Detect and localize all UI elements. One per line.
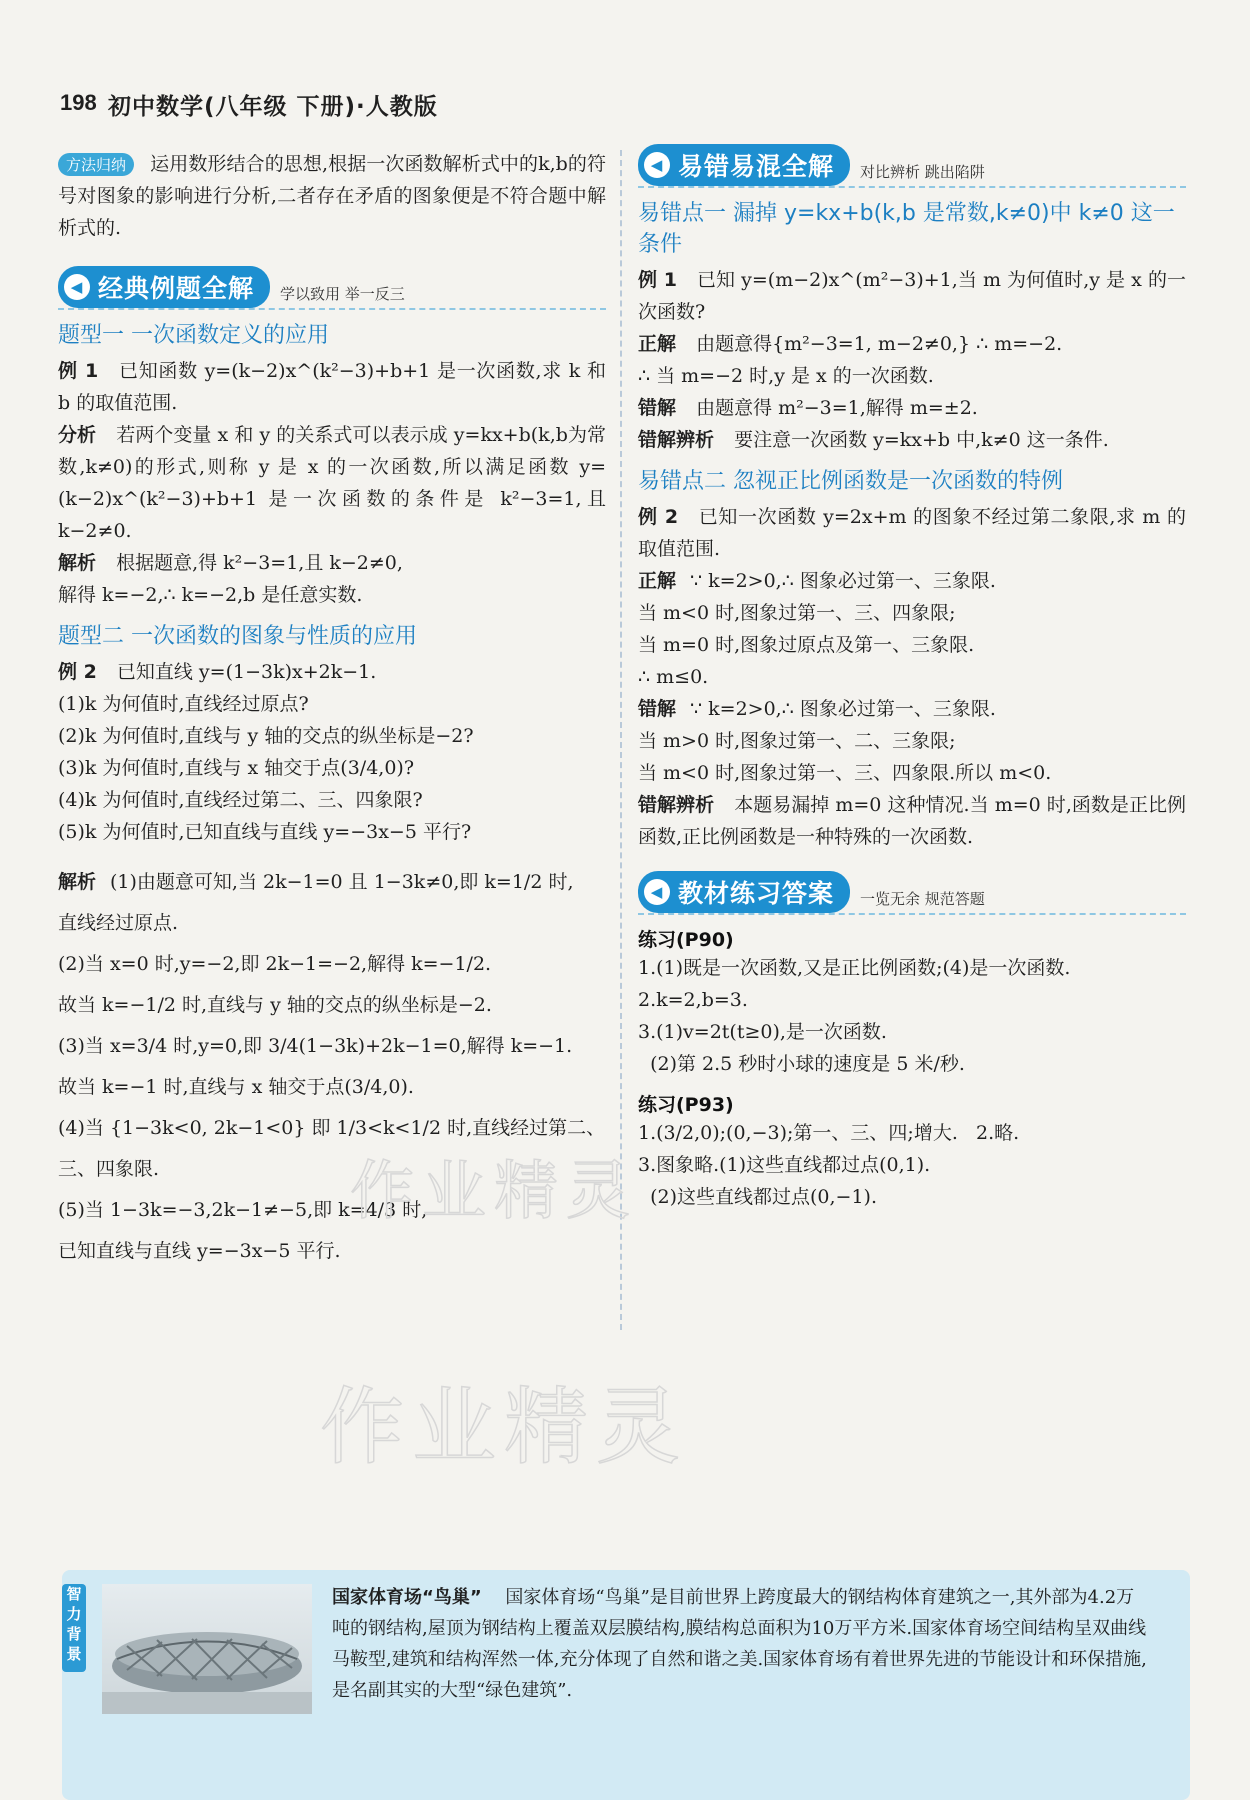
wrong-analysis-1 bbox=[638, 424, 1186, 456]
bird-nest-photo bbox=[102, 1584, 312, 1714]
answer-line: 1.(1)既是一次函数,又是正比例函数;(4)是一次函数. bbox=[638, 957, 1071, 979]
practice-title: 练习(P93) bbox=[638, 1094, 734, 1116]
solution-line: (1)由题意可知,当 2k−1=0 且 1−3k≠0,即 k=1/2 时, bbox=[110, 871, 574, 893]
topic-heading: 题型一 一次函数定义的应用 bbox=[58, 323, 329, 348]
section-subtitle: 一览无余 规范答题 bbox=[860, 890, 985, 908]
example-label: 例 2 bbox=[638, 506, 679, 528]
analysis bbox=[58, 419, 606, 547]
topic-heading: 题型二 一次函数的图象与性质的应用 bbox=[58, 624, 417, 649]
example-label: 例 2 bbox=[58, 661, 97, 683]
solution-line: (4)当 {1−3k<0, 2k−1<0} 即 1/3<k<1/2 时,直线经过第二、三、四象限. bbox=[58, 1117, 606, 1180]
example-1 bbox=[58, 355, 606, 419]
method-tip bbox=[58, 148, 606, 244]
correct-label: 正解 bbox=[638, 570, 677, 592]
solution-line: 当 m>0 时,图象过第一、二、三象限; bbox=[638, 730, 956, 752]
solution-line: 由题意得 m²−3=1,解得 m=±2. bbox=[696, 397, 978, 419]
question-item: (5)k 为何值时,已知直线与直线 y=−3x−5 平行? bbox=[58, 821, 472, 843]
bird-nest-description bbox=[332, 1582, 1152, 1706]
practice-answers-p93 bbox=[638, 1117, 1186, 1213]
question-item: (2)k 为何值时,直线与 y 轴的交点的纵坐标是−2? bbox=[58, 725, 474, 747]
question-item: (3)k 为何值时,直线与 x 轴交于点(3/4,0)? bbox=[58, 757, 415, 779]
solution-label: 解析 bbox=[58, 871, 97, 893]
solution-line: ∵ k=2>0,∴ 图象必过第一、三象限. bbox=[690, 570, 996, 592]
solution-line: 当 m<0 时,图象过第一、三、四象限; bbox=[638, 602, 956, 624]
info-text: 国家体育场“鸟巢”是目前世界上跨度最大的钢结构体育建筑之一,其外部为4.2万吨的钢结构,屋顶为钢结构上覆盖双层膜结构,膜结构总面积为10万平方米.国家体育场空间结构呈双曲线马鞍型,建筑和结构浑然一体,充分体现了自然和谐之美.国家体育场有着世界先进的节能设计和环保措施,是名副其实的大型“绿色建筑”. bbox=[332, 1587, 1147, 1701]
example-label: 例 1 bbox=[638, 269, 677, 291]
wrong-analysis-label: 错解辨析 bbox=[638, 429, 715, 451]
solution-line: 当 m<0 时,图象过第一、三、四象限.所以 m<0. bbox=[638, 762, 1052, 784]
section-header-examples bbox=[58, 268, 606, 310]
solution-line: 故当 k=−1/2 时,直线与 y 轴的交点的纵坐标是−2. bbox=[58, 994, 492, 1016]
practice-title: 练习(P90) bbox=[638, 929, 734, 951]
left-column bbox=[58, 148, 606, 1272]
analysis-text: 本题易漏掉 m=0 这种情况.当 m=0 时,函数是正比例函数,正比例函数是一种特殊的一次函数. bbox=[638, 794, 1186, 848]
section-header-answers bbox=[638, 873, 1186, 915]
practice-answers-p90 bbox=[638, 952, 1186, 1080]
method-tip-text: 运用数形结合的思想,根据一次函数解析式中的k,b的符号对图象的影响进行分析,二者存在矛盾的图象便是不符合题中解析式的. bbox=[58, 153, 606, 239]
question-item: (4)k 为何值时,直线经过第二、三、四象限? bbox=[58, 789, 423, 811]
section-title: 教材练习答案 bbox=[678, 879, 835, 908]
wrong-solution-2 bbox=[638, 693, 1186, 789]
solution-line: 已知直线与直线 y=−3x−5 平行. bbox=[58, 1240, 341, 1262]
wrong-analysis-label: 错解辨析 bbox=[638, 794, 715, 816]
section-title: 易错易混全解 bbox=[678, 152, 835, 181]
section-header-mistakes bbox=[638, 146, 1186, 188]
answer-line: 3.图象略.(1)这些直线都过点(0,1). bbox=[638, 1154, 931, 1176]
analysis-label: 分析 bbox=[58, 424, 97, 446]
mistake-point-heading: 易错点一 漏掉 y=kx+b(k,b 是常数,k≠0)中 k≠0 这一条件 bbox=[638, 201, 1175, 257]
example-text: 已知直线 y=(1−3k)x+2k−1. bbox=[116, 661, 377, 683]
solution-line: 故当 k=−1 时,直线与 x 轴交于点(3/4,0). bbox=[58, 1076, 414, 1098]
solution-line: 由题意得{m²−3=1, m−2≠0,} ∴ m=−2. bbox=[696, 333, 1063, 355]
solution-line: ∴ 当 m=−2 时,y 是 x 的一次函数. bbox=[638, 365, 934, 387]
solution-line: (3)当 x=3/4 时,y=0,即 3/4(1−3k)+2k−1=0,解得 k=−1. bbox=[58, 1035, 573, 1057]
answer-line: (2)这些直线都过点(0,−1). bbox=[638, 1186, 877, 1208]
solution-line: 直线经过原点. bbox=[58, 912, 179, 934]
megaphone-icon: ◀ bbox=[644, 879, 670, 905]
side-tab-label: 智力背景 bbox=[62, 1584, 86, 1672]
solution-line: 当 m=0 时,图象过原点及第一、三象限. bbox=[638, 634, 975, 656]
answer-line: 3.(1)v=2t(t≥0),是一次函数. bbox=[638, 1021, 887, 1043]
example-label: 例 1 bbox=[58, 360, 99, 382]
solution-line: 根据题意,得 k²−3=1,且 k−2≠0, bbox=[116, 552, 403, 574]
method-tip-badge: 方法归纳 bbox=[58, 153, 134, 176]
mistake-point-heading: 易错点二 忽视正比例函数是一次函数的特例 bbox=[638, 469, 1063, 494]
page-number: 198 bbox=[60, 90, 97, 115]
wrong-label: 错解 bbox=[638, 698, 677, 720]
correct-solution-2 bbox=[638, 565, 1186, 693]
section-pill bbox=[58, 266, 270, 308]
wrong-solution-1 bbox=[638, 392, 1186, 424]
mistake-example-2 bbox=[638, 501, 1186, 565]
solution-line: 解得 k=−2,∴ k=−2,b 是任意实数. bbox=[58, 584, 363, 606]
solution-line: (5)当 1−3k=−3,2k−1≠−5,即 k=4/3 时, bbox=[58, 1199, 428, 1221]
section-subtitle: 对比辨析 跳出陷阱 bbox=[860, 163, 985, 181]
section-pill bbox=[638, 144, 850, 186]
section-title: 经典例题全解 bbox=[98, 274, 255, 303]
info-heading: 国家体育场“鸟巢” bbox=[332, 1587, 482, 1608]
right-column bbox=[638, 146, 1186, 1213]
example-text: 已知 y=(m−2)x^(m²−3)+1,当 m 为何值时,y 是 x 的一次函数? bbox=[638, 269, 1186, 323]
example-text: 已知一次函数 y=2x+m 的图象不经过第二象限,求 m 的取值范围. bbox=[638, 506, 1186, 560]
correct-solution-1 bbox=[638, 328, 1186, 392]
solution-line: (2)当 x=0 时,y=−2,即 2k−1=−2,解得 k=−1/2. bbox=[58, 953, 492, 975]
stadium-illustration-icon bbox=[102, 1584, 312, 1714]
solution-line: ∴ m≤0. bbox=[638, 666, 709, 688]
background-info-box bbox=[62, 1570, 1190, 1800]
megaphone-icon: ◀ bbox=[644, 152, 670, 178]
megaphone-icon: ◀ bbox=[64, 274, 90, 300]
analysis-text: 若两个变量 x 和 y 的关系式可以表示成 y=kx+b(k,b为常数,k≠0)的形式,则称 y 是 x 的一次函数,所以满足函数 y=(k−2)x^(k²−3)+b+1 是一次函数的条件是 k²−3=1,且 k−2≠0. bbox=[58, 424, 606, 542]
book-title: 初中数学(八年级 下册)·人教版 bbox=[108, 94, 438, 120]
answer-line: 2.k=2,b=3. bbox=[638, 989, 748, 1011]
section-subtitle: 学以致用 举一反三 bbox=[280, 285, 405, 303]
analysis-text: 要注意一次函数 y=kx+b 中,k≠0 这一条件. bbox=[734, 429, 1109, 451]
question-item: (1)k 为何值时,直线经过原点? bbox=[58, 693, 309, 715]
wrong-label: 错解 bbox=[638, 397, 677, 419]
answer-line: 1.(3/2,0);(0,−3);第一、三、四;增大. 2.略. bbox=[638, 1122, 1020, 1144]
correct-label: 正解 bbox=[638, 333, 677, 355]
example-text: 已知函数 y=(k−2)x^(k²−3)+b+1 是一次函数,求 k 和 b 的取值范围. bbox=[58, 360, 606, 414]
watermark: 作业精灵 bbox=[320, 1378, 689, 1476]
section-pill bbox=[638, 871, 850, 913]
example-2-questions bbox=[58, 688, 606, 848]
wrong-analysis-2 bbox=[638, 789, 1186, 853]
solution-label: 解析 bbox=[58, 552, 97, 574]
solution-1 bbox=[58, 547, 606, 611]
mistake-example-1 bbox=[638, 264, 1186, 328]
example-2 bbox=[58, 656, 606, 688]
solution-line: ∵ k=2>0,∴ 图象必过第一、三象限. bbox=[690, 698, 996, 720]
watermark: 作业精灵 bbox=[350, 1155, 638, 1229]
answer-line: (2)第 2.5 秒时小球的速度是 5 米/秒. bbox=[638, 1053, 965, 1075]
